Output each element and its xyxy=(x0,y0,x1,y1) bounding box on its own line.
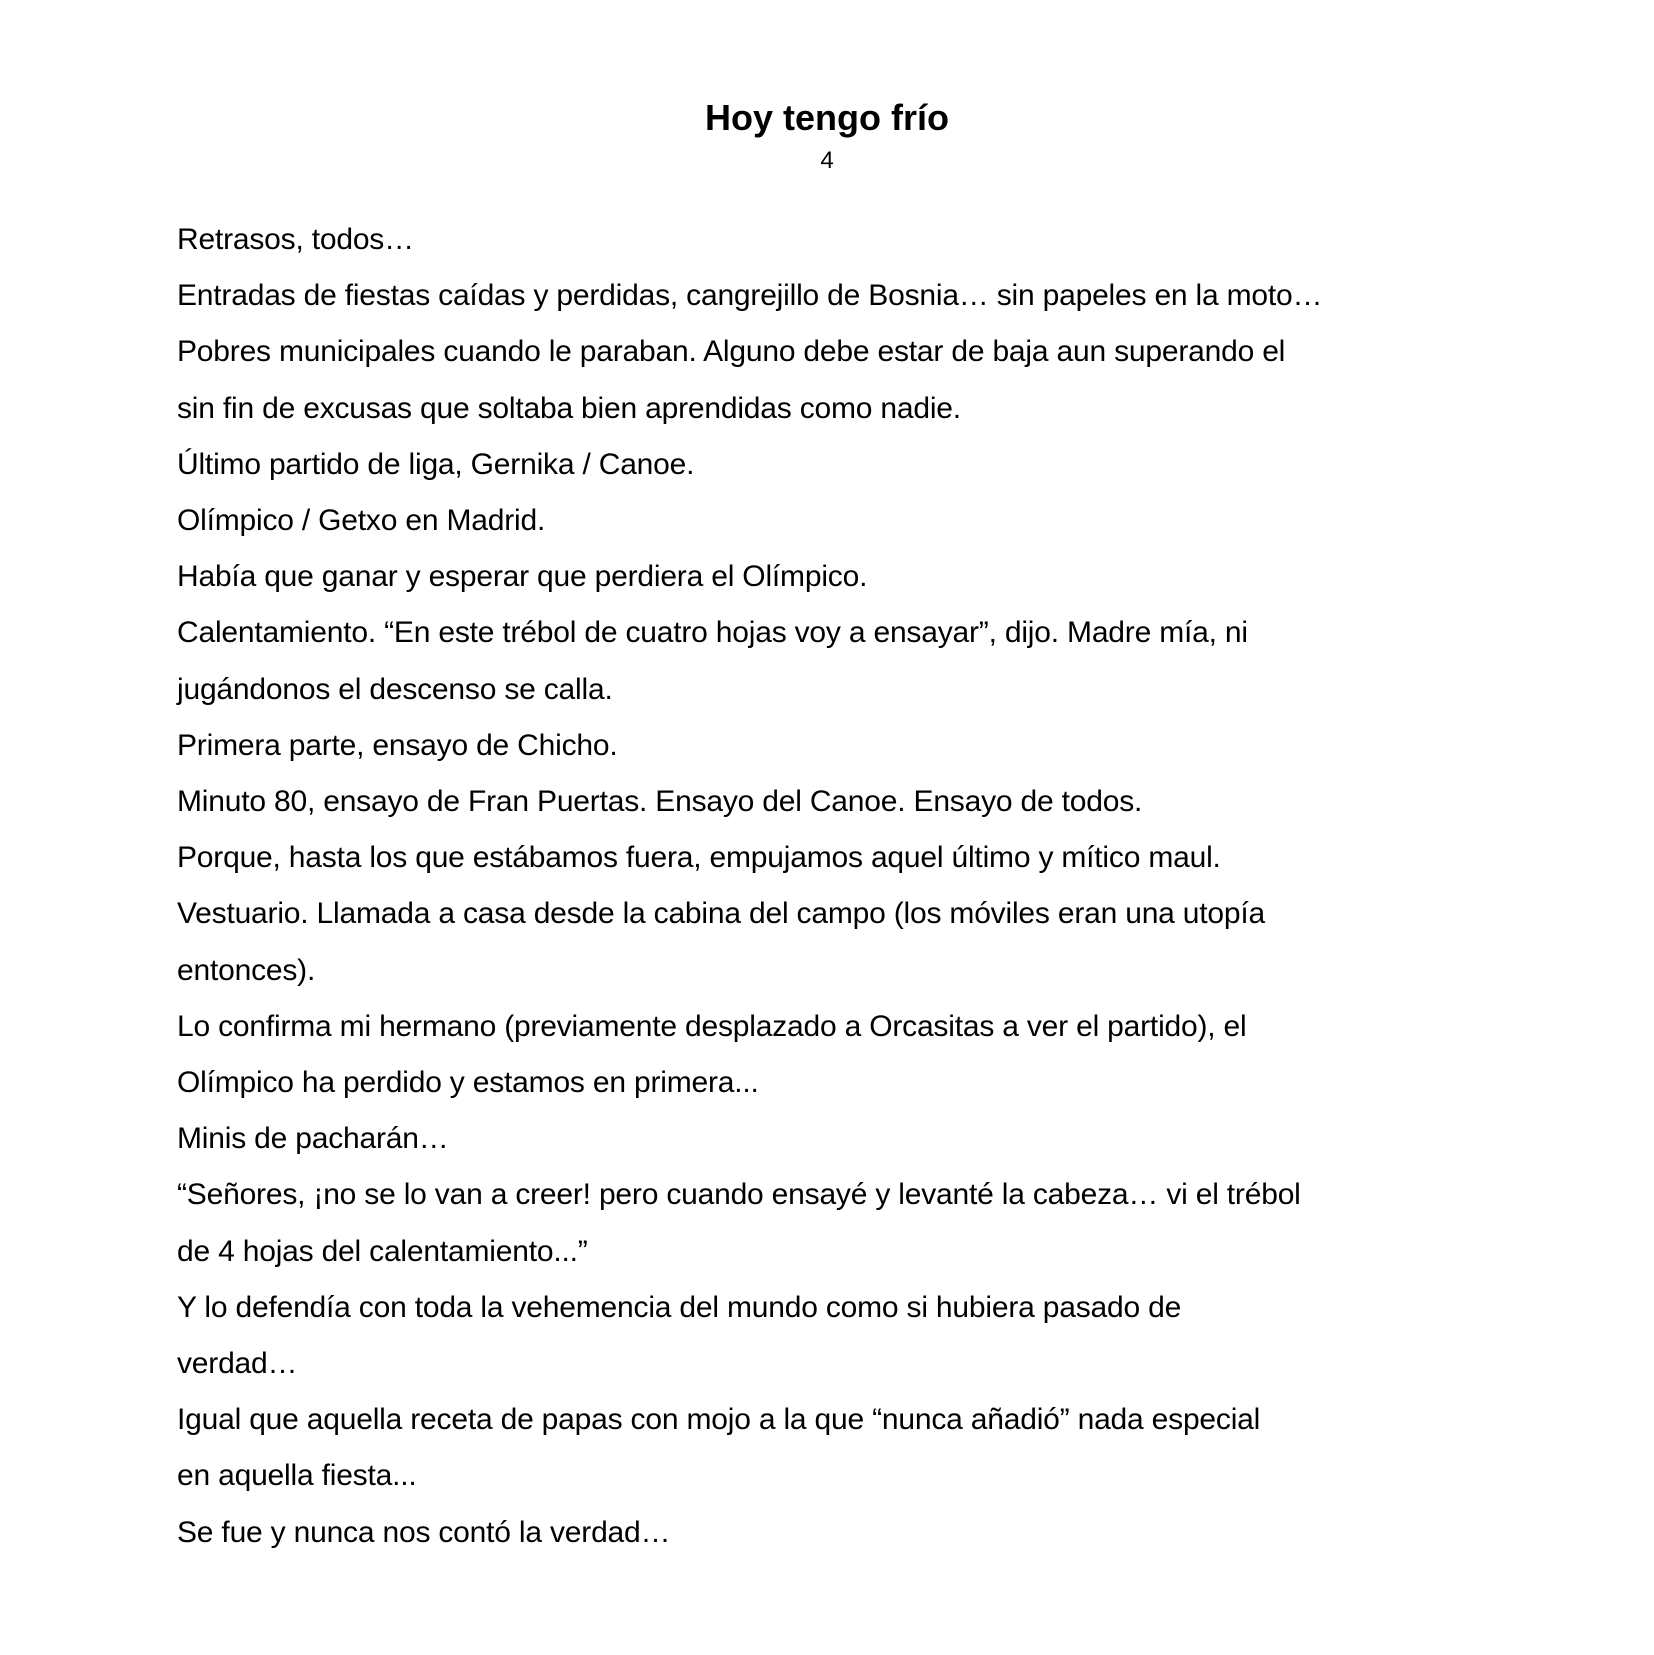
text-line: Lo confirma mi hermano (previamente desplazado a Orcasitas a ver el partido), el xyxy=(177,1009,1247,1043)
text-line: Había que ganar y esperar que perdiera el Olímpico. xyxy=(177,560,868,594)
document-body xyxy=(177,212,1544,1561)
text-line: “Señores, ¡no se lo van a creer! pero cuando ensayé y levanté la cabeza… vi el trébol xyxy=(177,1178,1301,1212)
text-line: Último partido de liga, Gernika / Canoe. xyxy=(177,447,695,481)
text-line: Primera parte, ensayo de Chicho. xyxy=(177,728,618,762)
text-line: sin fin de excusas que soltaba bien aprendidas como nadie. xyxy=(177,391,961,425)
text-line: Se fue y nunca nos contó la verdad… xyxy=(177,1515,671,1549)
text-line: en aquella fiesta... xyxy=(177,1459,417,1493)
text-line: Vestuario. Llamada a casa desde la cabina del campo (los móviles eran una utopía xyxy=(177,897,1266,931)
text-line: jugándonos el descenso se calla. xyxy=(177,672,613,706)
text-line: de 4 hojas del calentamiento...” xyxy=(177,1234,588,1268)
text-line: Minis de pacharán… xyxy=(177,1122,449,1156)
text-line: Retrasos, todos… xyxy=(177,223,414,256)
page-number: 4 xyxy=(820,147,834,174)
page-title: Hoy tengo frío xyxy=(705,97,949,138)
text-line: verdad… xyxy=(177,1347,298,1381)
text-line: entonces). xyxy=(177,953,316,987)
text-line: Olímpico / Getxo en Madrid. xyxy=(177,504,546,538)
text-line: Igual que aquella receta de papas con mojo a la que “nunca añadió” nada especial xyxy=(177,1403,1261,1437)
text-line: Entradas de fiestas caídas y perdidas, cangrejillo de Bosnia… sin papeles en la moto… xyxy=(177,279,1323,313)
text-line: Olímpico ha perdido y estamos en primera... xyxy=(177,1066,759,1100)
text-line: Porque, hasta los que estábamos fuera, empujamos aquel último y mítico maul. xyxy=(177,841,1221,875)
text-line: Y lo defendía con toda la vehemencia del mundo como si hubiera pasado de xyxy=(177,1290,1182,1324)
text-line: Pobres municipales cuando le paraban. Alguno debe estar de baja aun superando el xyxy=(177,335,1286,369)
text-line: Minuto 80, ensayo de Fran Puertas. Ensayo del Canoe. Ensayo de todos. xyxy=(177,785,1143,819)
text-line: Calentamiento. “En este trébol de cuatro hojas voy a ensayar”, dijo. Madre mía, ni xyxy=(177,616,1248,650)
